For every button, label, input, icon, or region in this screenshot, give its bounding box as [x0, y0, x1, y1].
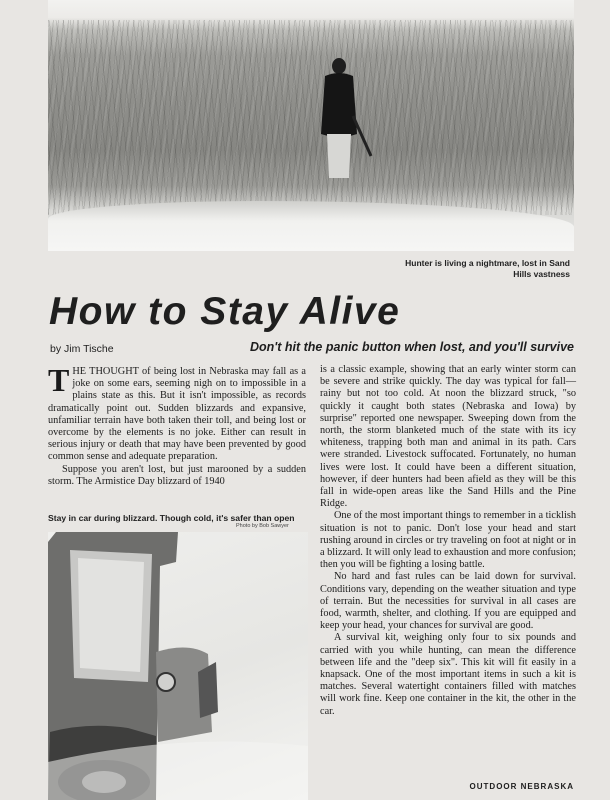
left-paragraph-1-text: HE THOUGHT of being lost in Nebraska may fall as a joke on some ears, seeming nigh on to impossible in a plains state as this. But it isn't impossible, as records dramatically point out. Sudden blizzards and expansive, unfamiliar terrain have both taken their toll, and being lost or overcome by the elements is no joke. Either can result in serious injury or death that may have been prevented by good common sense and adequate preparation. — [48, 366, 306, 463]
photo-credit: Photo by Bob Sawyer — [236, 523, 289, 529]
left-paragraph-2: Suppose you aren't lost, but just marooned by a sudden storm. The Armistice Day blizzard of 1940 — [48, 463, 306, 487]
hunter-figure — [303, 56, 373, 186]
left-column — [48, 362, 306, 488]
deck: Don't hit the panic button when lost, and you'll survive — [249, 340, 574, 354]
right-paragraph-2: One of the most important things to remember in a ticklish situation is not to panic. Don't lose your head and start rushing around in circles or try traveling on foot at night or in a blizzard. It will only lead to exhaustion and more confusion; then you will be fighting a losing battle. — [320, 510, 576, 571]
car-photo-caption: Stay in car during blizzard. Though cold, it's safer than open — [48, 513, 295, 523]
magazine-footer: OUTDOOR NEBRASKA — [469, 782, 574, 791]
right-column — [320, 364, 576, 718]
car-photo — [48, 532, 308, 800]
jeep-in-snow — [48, 532, 308, 800]
top-photo-caption: Hunter is living a nightmare, lost in Sand Hills vastness — [405, 258, 570, 279]
headline: How to Stay Alive — [49, 290, 401, 333]
right-paragraph-4: A survival kit, weighing only four to six pounds and carried with you while hunting, can mean the difference between life and the "deep six". This kit will fit easily in a knapsack. One of the most important items in such a kit is matches. Several watertight containers filled with matches will work fine. Keep one container in the kit, the other in the car. — [320, 632, 576, 717]
right-paragraph-3: No hard and fast rules can be laid down for survival. Conditions vary, depending on the weather situation and type of terrain. But the necessities for survival in all cases are food, warmth, shelter, and clothing. If you are equipped and keep your head, your chances for survival are good. — [320, 571, 576, 632]
right-paragraph-1: is a classic example, showing that an early winter storm can be severe and strike quickly. The day was typical for fall—rainy but not too cold. At noon the blizzard struck, "so quickly it caught both states (Nebraska and Iowa) by surprise" reported one newspaper. Sweeping down from the north, the storm blanketed much of the state with its icy whiteness, trapping both man and animal in its path. Cars were stranded. Livestock suffocated. Fortunately, no human lives were lost. It could have been a different situation, however, if deer hunters had been afield as they will be this fall in wide-open areas like the Sand Hills and the Pine Ridge. — [320, 364, 576, 510]
byline: by Jim Tische — [50, 343, 114, 355]
dropcap: T — [48, 362, 70, 398]
hunter-photo — [48, 0, 574, 251]
left-paragraph-1 — [48, 362, 306, 464]
